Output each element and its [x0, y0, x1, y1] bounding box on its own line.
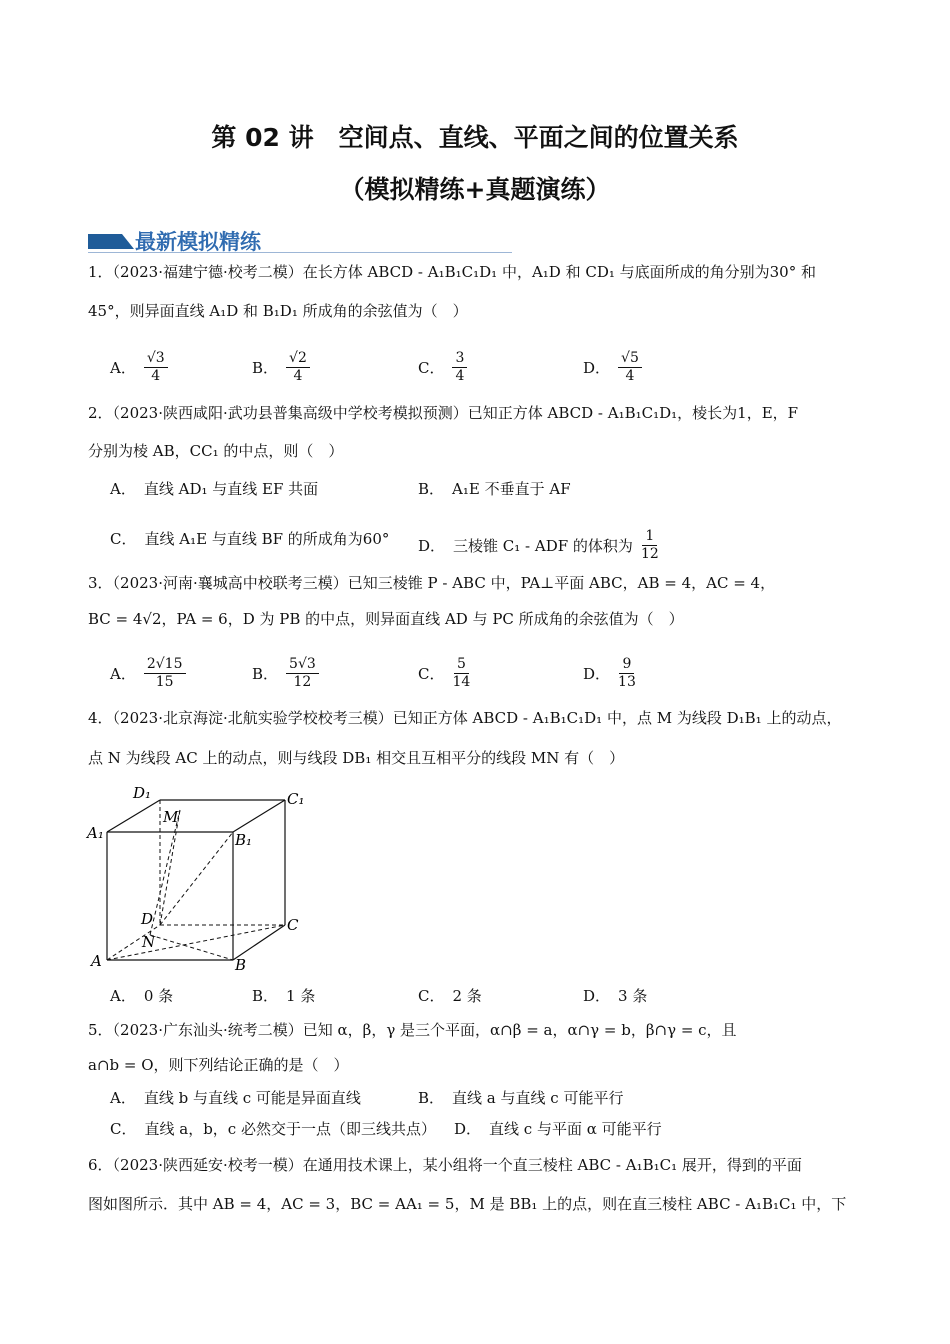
denominator: 4 — [625, 368, 635, 384]
q4-option-c — [418, 985, 482, 1006]
option-key: D． — [583, 665, 611, 683]
option-key: D． — [454, 1120, 482, 1138]
q2-option-d — [418, 528, 659, 563]
option-key: A． — [110, 359, 136, 377]
option-key: C． — [110, 530, 137, 548]
denominator: 4 — [455, 368, 465, 384]
option-key: B． — [252, 665, 279, 683]
option-text: 三棱锥 C₁ - ADF 的体积为 — [453, 537, 633, 555]
numerator: √3 — [144, 350, 168, 368]
q2-line2: 分别为棱 AB，CC₁ 的中点，则（ ） — [88, 442, 344, 460]
label-B1: B₁ — [235, 831, 253, 849]
fraction — [144, 350, 168, 385]
q4-option-a — [110, 985, 173, 1006]
option-text: 3 条 — [618, 987, 648, 1005]
q3-line1: 3．（2023·河南·襄城高中校联考三模）已知三棱锥 P - ABC 中，PA⊥平面 ABC，AB = 4，AC = 4， — [88, 574, 776, 592]
denominator: 4 — [151, 368, 161, 384]
q2-line1: 2．（2023·陕西咸阳·武功县普集高级中学校考模拟预测）已知正方体 ABCD - A₁B₁C₁D₁，棱长为1，E，F — [88, 404, 799, 422]
q1-option-d — [583, 350, 642, 385]
q1-line1: 1．（2023·福建宁德·校考二模）在长方体 ABCD - A₁B₁C₁D₁ 中，A₁D 和 CD₁ 与底面所成的角分别为30° 和 — [88, 263, 816, 281]
label-A1: A₁ — [87, 824, 104, 842]
option-key: D． — [583, 987, 611, 1005]
numerator: 2√15 — [144, 656, 186, 674]
q4-line1: 4．（2023·北京海淀·北航实验学校校考三模）已知正方体 ABCD - A₁B₁C₁D₁ 中，点 M 为线段 D₁B₁ 上的动点， — [88, 709, 842, 727]
q5-line1: 5．（2023·广东汕头·统考二模）已知 α，β，γ 是三个平面，α∩β = a，α∩γ = b，β∩γ = c，且 — [88, 1021, 737, 1039]
numerator: 1 — [642, 528, 657, 546]
option-text: 1 条 — [286, 987, 316, 1005]
label-D1: D₁ — [133, 784, 152, 802]
q4-option-d — [583, 985, 647, 1006]
q4-line2: 点 N 为线段 AC 上的动点，则与线段 DB₁ 相交且互相平分的线段 MN 有（ ） — [88, 749, 625, 767]
q5-option-c — [110, 1118, 436, 1139]
denominator: 12 — [640, 546, 659, 562]
option-key: B． — [418, 1089, 445, 1107]
fraction — [286, 350, 310, 385]
q2-option-a — [110, 478, 318, 499]
option-key: C． — [110, 1120, 137, 1138]
denominator: 15 — [155, 674, 174, 690]
option-key: C． — [418, 665, 445, 683]
q6-line2: 图如图所示．其中 AB = 4，AC = 3，BC = AA₁ = 5，M 是 BB₁ 上的点，则在直三棱柱 ABC - A₁B₁C₁ 中，下 — [88, 1195, 847, 1213]
label-B: B — [235, 956, 247, 974]
label-M: M — [163, 808, 179, 826]
section-banner — [88, 226, 512, 253]
option-key: B． — [418, 480, 445, 498]
option-text: 直线 b 与直线 c 可能是异面直线 — [143, 1089, 361, 1107]
fraction — [452, 350, 467, 385]
q3-option-d — [583, 656, 636, 691]
option-text: 2 条 — [452, 987, 482, 1005]
option-key: A． — [110, 665, 136, 683]
title-line1: 第 02 讲 空间点、直线、平面之间的位置关系 — [211, 123, 739, 152]
q5-line2: a∩b = O，则下列结论正确的是（ ） — [88, 1056, 349, 1074]
q3-line2: BC = 4√2，PA = 6，D 为 PB 的中点，则异面直线 AD 与 PC 所成角的余弦值为（ ） — [88, 610, 684, 628]
option-key: B． — [252, 987, 279, 1005]
q2-option-b — [418, 478, 571, 499]
option-text: 0 条 — [143, 987, 174, 1005]
numerator: √2 — [286, 350, 310, 368]
numerator: 5 — [454, 656, 469, 674]
cube-figure — [85, 780, 315, 975]
fraction — [641, 528, 659, 563]
option-key: C． — [418, 359, 445, 377]
q1-line2: 45°，则异面直线 A₁D 和 B₁D₁ 所成角的余弦值为（ ） — [88, 302, 468, 320]
q4-option-b — [252, 985, 315, 1006]
label-N: N — [142, 933, 156, 951]
label-C: C — [287, 916, 299, 934]
numerator: 3 — [452, 350, 467, 368]
numerator: 5√3 — [286, 656, 319, 674]
q3-option-b — [252, 656, 319, 691]
q5-option-d — [454, 1118, 662, 1139]
q2-option-c — [110, 528, 389, 549]
option-key: D． — [418, 537, 446, 555]
option-key: A． — [110, 1089, 136, 1107]
q3-option-a — [110, 656, 186, 691]
denominator: 4 — [293, 368, 303, 384]
numerator: √5 — [618, 350, 642, 368]
denominator: 13 — [618, 674, 636, 690]
q1-option-c — [418, 350, 467, 385]
fraction — [618, 350, 642, 385]
label-A: A — [91, 952, 102, 970]
q6-line1: 6．（2023·陕西延安·校考一模）在通用技术课上，某小组将一个直三棱柱 ABC - A₁B₁C₁ 展开，得到的平面 — [88, 1156, 802, 1174]
numerator: 9 — [619, 656, 634, 674]
q5-option-a — [110, 1087, 361, 1108]
option-text: 直线 a 与直线 c 可能平行 — [452, 1089, 624, 1107]
option-key: D． — [583, 359, 611, 377]
q1-option-a — [110, 350, 168, 385]
label-C1: C₁ — [287, 790, 305, 808]
fraction — [144, 656, 186, 691]
section-label: 最新模拟精练 — [135, 230, 261, 254]
q5-option-b — [418, 1087, 623, 1108]
banner-triangle — [122, 234, 134, 249]
option-text: 直线 a，b，c 必然交于一点（即三线共点） — [144, 1120, 436, 1138]
q3-option-c — [418, 656, 470, 691]
label-D: D — [141, 910, 154, 928]
option-key: A． — [110, 480, 136, 498]
option-text: 直线 c 与平面 α 可能平行 — [489, 1120, 662, 1138]
option-text: A₁E 不垂直于 AF — [452, 480, 571, 498]
denominator: 14 — [452, 674, 471, 690]
fraction — [452, 656, 470, 691]
banner-block — [88, 234, 122, 249]
option-key: B． — [252, 359, 279, 377]
denominator: 12 — [293, 674, 312, 690]
fraction — [286, 656, 319, 691]
option-key: A． — [110, 987, 136, 1005]
option-key: C． — [418, 987, 445, 1005]
title-line2: （模拟精练+真题演练） — [339, 175, 611, 204]
q1-option-b — [252, 350, 310, 385]
option-text: 直线 AD₁ 与直线 EF 共面 — [143, 480, 319, 498]
fraction — [618, 656, 636, 691]
option-text: 直线 A₁E 与直线 BF 的所成角为60° — [144, 530, 390, 548]
